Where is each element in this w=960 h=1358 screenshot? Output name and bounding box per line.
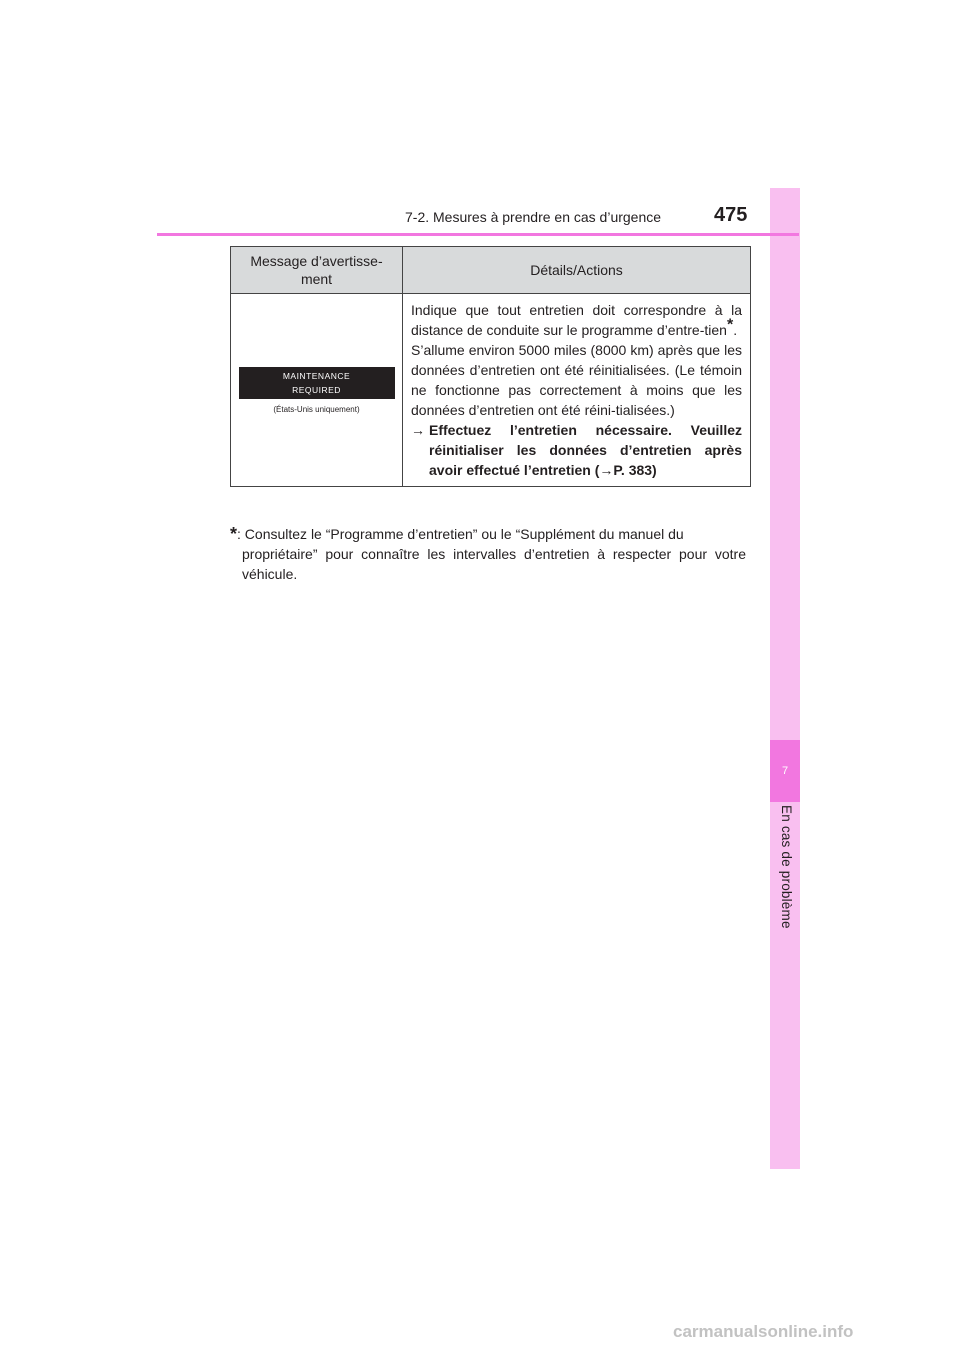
chapter-label: En cas de problème [779,805,794,929]
column-header-message: Message d’avertisse-ment [231,247,403,294]
watermark: carmanualsonline.info [673,1322,854,1341]
chapter-number-badge: 7 [770,740,800,802]
arrow-icon: → [411,422,425,438]
details-paragraph-2: S’allume environ 5000 miles (8000 km) après que les données d’entretien ont été réinitialisées. (Le témoin ne fonctionne pas correctement à moins que les données d’entretien ont été réini-tialisées.) [411,342,742,418]
message-cell [231,294,403,487]
table-row [231,294,751,487]
footnote-star-marker: * [230,524,238,544]
table-header-row [231,247,751,294]
display-line-1: MAINTENANCE [282,370,351,381]
footnote [230,524,746,584]
warning-message-table [230,246,751,487]
maintenance-required-display [239,367,395,399]
header-divider [157,233,799,236]
action-text: Effectuez l’entretien nécessaire. Veuillez réinitialiser les données d’entretien après avoir effectué l’entretien (→P. 383) [429,422,742,478]
display-line-2: REQUIRED [292,384,341,395]
details-cell [403,294,751,487]
action-item [411,420,742,480]
footnote-star: * [726,316,734,334]
details-paragraph-1: Indique que tout entretien doit correspondre à la distance de conduite sur le programme d’entre-tien*. [411,302,742,338]
section-title: 7-2. Mesures à prendre en cas d’urgence [405,209,662,225]
footnote-lead: : Consultez le “Programme d’entretien” ou le “Supplément du manuel du [237,526,684,542]
chapter-side-tab [770,188,800,1169]
footnote-continuation: propriétaire” pour connaître les intervalles d’entretien à respecter pour votre véhicule. [242,546,746,582]
display-caption: (États-Unis uniquement) [273,404,360,414]
page-number: 475 [714,204,748,226]
column-header-details: Détails/Actions [403,247,751,294]
